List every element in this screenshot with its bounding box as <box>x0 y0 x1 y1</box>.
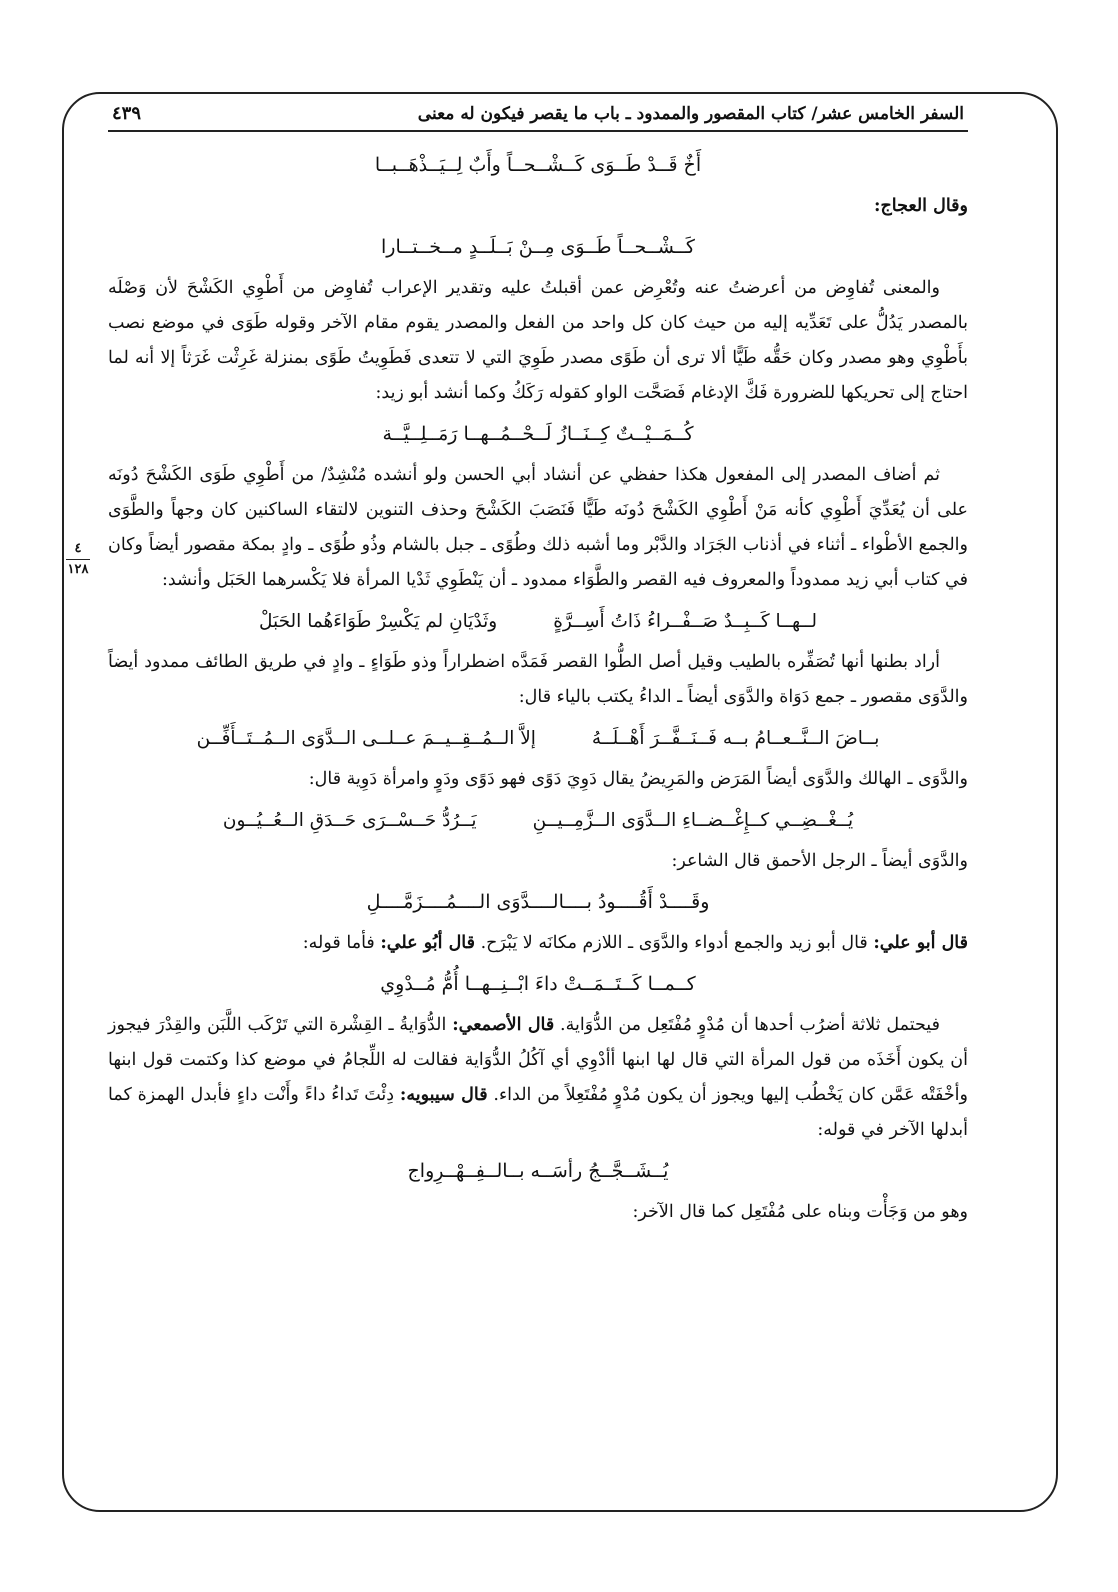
verse-pair <box>108 803 968 838</box>
page-body <box>108 148 968 1230</box>
paragraph: والدَّوَى أيضاً ـ الرجل الأحمق قال الشاعر: <box>671 851 968 871</box>
verse: يُــشَــجَّــجُ رأسَــه بــالــفِــهْــرِواج <box>407 1160 669 1182</box>
paragraph: أراد بطنها أنها تُصَفِّره بالطيب وقيل أصل الطُّوا القصر فَمَدَّه اضطراراً وذو طَوَاءٍ ـ وادٍ في طريق الطائف ممدود أيضاً والدَّوَى مقصور ـ جمع دَوَاة والدَّوَى أيضاً ـ الداءُ يكتب بالياء قال: <box>108 652 968 707</box>
hemistich-second: إلاَّ الــمُــقِــيــمَ عــلــى الــدَّوَى الــمُــتَــأَفِّــن <box>196 728 536 749</box>
paragraph: والمعنى تُفاوِض من أعرضتُ عنه وتُعْرِض عمن أقبلتُ عليه وتقدير الإعراب تُفاوِض من أَطْوِي الكَشْحَ لأن وَصْلَه بالمصدر يَدُلُّ على تَعَدِّيه إليه من حيث كان كل واحد من الفعل والمصدر يقوم مقام الآخر وقوله طَوَى في موضع نصب بأَطْوِي وهو مصدر وكان حَقُّه طَيًّا ألا ترى أن طَوًى مصدر طَوِيَ التي لا تتعدى فَطَوِيتُ طَوًى بمنزلة غَرِثْت غَرَثاً إلا أنه لما احتاج إلى تحريكها للضرورة فَكَّ الإدغام فَصَحَّت الواو كقوله رَكَكُ وكما أنشد أبو زيد: <box>108 278 968 403</box>
margin-page-reference <box>58 541 98 578</box>
speaker-label: قال أبو علي: <box>873 933 968 953</box>
paragraph: وهو من وَجَأْت وبناه على مُفْتَعِل كما قال الآخر: <box>632 1202 968 1222</box>
paragraph <box>108 1008 968 1148</box>
hemistich-first: لــهــا كَــبِــدٌ صَــفْــراءُ ذَاتُ أَسِــرَّةٍ <box>553 611 817 632</box>
paragraph-text: دِئْتَ تَداءُ داءً وأَنْت داءٍ فأبدل الهمزة كما أبدلها الآخر في قوله: <box>108 1085 968 1140</box>
running-header <box>108 98 968 132</box>
hemistich-first: يُــغْــضِــي كــإِغْــضــاءِ الــدَّوَى الــزَّمِــيــنِ <box>532 810 854 831</box>
speaker-label: قال أبُو علي: <box>380 933 475 953</box>
paragraph-text: فأما قوله: <box>302 933 375 953</box>
hemistich-first: بــاضَ الــنَّــعــامُ بــه فَــنَــفَّــرَ أَهْــلَــهُ <box>591 728 880 749</box>
paragraph: ثم أضاف المصدر إلى المفعول هكذا حفظي عن أنشاد أبي الحسن ولو أنشده مُنْشِدٌ/ من أَطْوِي طَوَى الكَشْحَ دُونَه على أن يُعَدِّيَ أَطْوِي كأنه مَنْ أَطْوِي الكَشْحَ دُونَه طَيًّا فَنَصَبَ الكَشْحَ وحذف التنوين لالتقاء الساكنين كان وجهاً والطَّوَى والجمع الأطْواء ـ أثناء في أذناب الجَرَاد والدَّبْر وما أشبه ذلك وطُوًى ـ جبل بالشام وذُو طُوًى ـ وادٍ بمكة مقصور أيضاً وكان في كتاب أبي زيد ممدوداً والمعروف فيه القصر والطَّوَاء ممدود ـ أن يَنْطَوِي ثَدْيا المرأة فلا يَكْسرهما الحَبَل وأنشد: <box>108 465 968 590</box>
verse: أَخٌ قَــدْ طَــوَى كَــشْــحــاً وأَبٌ لِــيَــذْهَــبــا <box>374 154 702 176</box>
margin-ref-divider <box>66 559 90 560</box>
verse-pair <box>108 721 968 756</box>
verse-pair <box>108 604 968 639</box>
speaker-label: قال الأصمعي: <box>452 1015 555 1035</box>
verse: كــمــا كَــتَــمَــتْ داءَ ابْــنِــهــا أُمُّ مُــدْوِي <box>380 973 696 995</box>
verse: كَــشْــحــاً طَــوَى مِــنْ بَــلَــدٍ مــخــتــارا <box>381 236 695 258</box>
paragraph-text: فيحتمل ثلاثة أضرُب أحدها أن مُدْوٍ مُفْتَعِل من الدُّوَاية. <box>560 1015 940 1035</box>
paragraph <box>108 926 968 961</box>
paragraph-text: الدُّوَايةُ ـ القِشْرة التي تَرْكَب اللَّبَن والقِدْرَ فيجوز أن يكون أَخَذَه من قول المرأة التي قال لها ابنها أأدْوِي أي آكُلُ الدُّوَاية فقالت له اللِّجامُ في موضع كذا وكتمت قول ابنها وأخْفَتْه عَمَّن كان يَخْطُب إليها ويجوز أن يكون مُدْوٍ مُفْتَعِلاً من الداء. <box>108 1015 968 1105</box>
paragraph-text: قال أبو زيد والجمع أدواء والدَّوَى ـ اللازم مكانَه لا يَبْرَح. <box>480 933 868 953</box>
page-number: ٤٣٩ <box>112 103 142 124</box>
paragraph: والدَّوَى ـ الهالك والدَّوَى أيضاً المَرَض والمَرِيضُ يقال دَوِيَ دَوًى فهو دَوًى ودَوٍ وامرأة دَوِية قال: <box>308 769 968 789</box>
speaker-label: قال سيبويه: <box>399 1085 488 1105</box>
verse: كُــمَــيْــتٌ كِــنَــازُ لَــحْــمُــهــا رَمَــلِــيَّــة <box>382 423 694 445</box>
header-title: السفر الخامس عشر/ كتاب المقصور والممدود ـ باب ما يقصر فيكون له معنى <box>417 104 964 124</box>
hemistich-second: وثَدْيَانِ لم يَكْسِرْ طَوَاءَهُما الحَبَلْ <box>259 611 498 632</box>
margin-ref-bottom: ١٢٨ <box>67 562 89 577</box>
margin-ref-top: ٤ <box>74 541 82 556</box>
verse: وقَــــدْ أَقُــــودُ بــــالــــدَّوَى الــــمُــــزَمَّــــلِ <box>366 891 710 913</box>
hemistich-second: يَــرُدُّ حَــسْــرَى حَــدَقِ الــعُــيُــون <box>222 810 477 831</box>
paragraph: وقال العجاج: <box>874 196 968 216</box>
page <box>108 98 968 1518</box>
